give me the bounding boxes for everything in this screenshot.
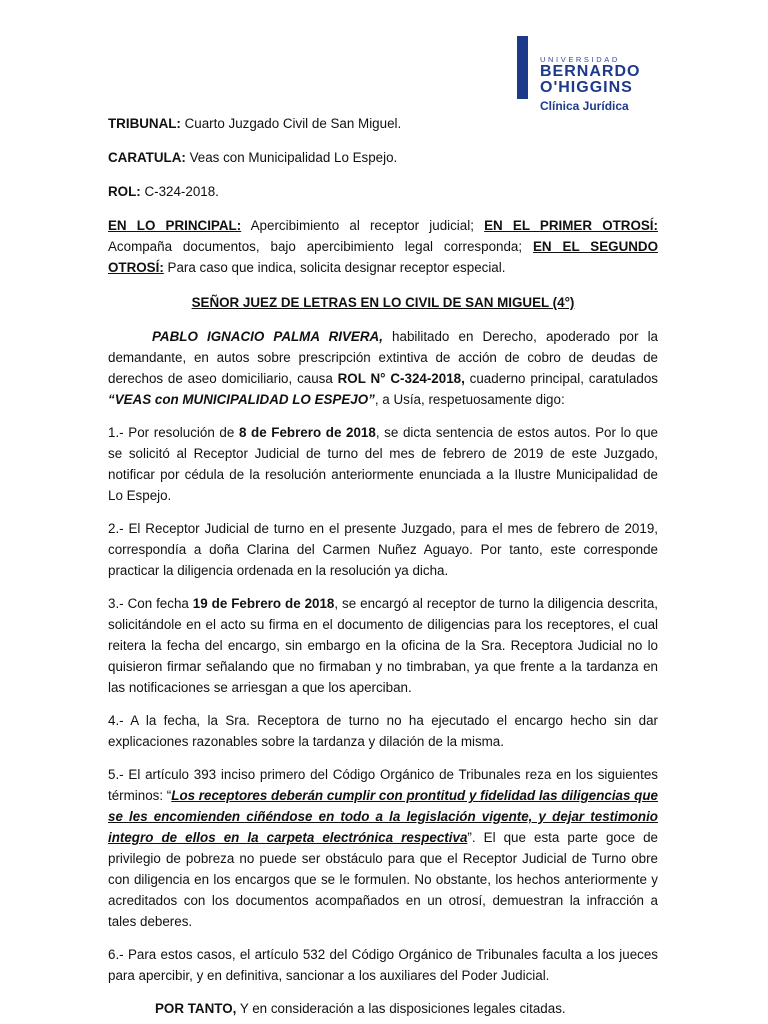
rol-value: C-324-2018. bbox=[140, 184, 219, 199]
logo-bernardo: BERNARDO bbox=[540, 63, 641, 80]
intro-text-2: cuaderno principal, caratulados bbox=[464, 371, 658, 386]
logo-university: UNIVERSIDAD bbox=[540, 55, 620, 64]
p5-legal-quote: Los receptores deberán cumplir con prontitud y fidelidad las diligencias que se les encomienden ciñéndose en todo a la legislación vigente, y dejar testimonio integro de ellos en la carpeta electrónica respectiva bbox=[108, 788, 658, 845]
intro-text-1: habilitado en Derecho, apoderado por la demandante, en autos sobre prescripción extintiva de acción de cobro de deudas de derechos de aseo domiciliario, causa bbox=[108, 329, 658, 386]
university-logo bbox=[517, 36, 662, 112]
closing-text: Y en consideración a las disposiciones legales citadas. bbox=[236, 1001, 566, 1016]
primer-otrosi-text: Acompaña documentos, bajo apercibimiento legal corresponda; bbox=[108, 239, 533, 254]
closing-label: POR TANTO, bbox=[155, 1001, 237, 1016]
p5-text-b: ”. El que esta parte goce de privilegio de pobreza no puede ser obstáculo para que el Receptor Judicial de Turno obre con diligencia en los encargos que se le formulen. No obstante, los hechos anteriormente y acreditados con los documentos acompañados en un otrosí, demuestran la infracción a tales deberes. bbox=[108, 830, 658, 929]
case-caratula: “VEAS con MUNICIPALIDAD LO ESPEJO” bbox=[108, 392, 375, 407]
caratula-line bbox=[108, 147, 658, 168]
primer-otrosi-label: EN EL PRIMER OTROSÍ: bbox=[484, 218, 658, 233]
tribunal-label: TRIBUNAL: bbox=[108, 116, 181, 131]
rol-label: ROL: bbox=[108, 184, 141, 199]
paragraph-6: 6.- Para estos casos, el artículo 532 del Código Orgánico de Tribunales faculta a los jueces para apercibir, y en definitiva, sancionar a los auxiliares del Poder Judicial. bbox=[108, 947, 658, 983]
intro-paragraph bbox=[108, 326, 658, 410]
p1-text-b: , se dicta sentencia de estos autos. Por lo que se solicitó al Receptor Judicial de turno del mes de febrero de 2019 de este Juzgado, notificar por cédula de la resolución anteriormente enunciada a la Ilustre Municipalidad de Lo Espejo. bbox=[108, 425, 658, 503]
segundo-otrosi-label: EN EL SEGUNDO OTROSÍ: bbox=[108, 239, 658, 275]
rol-line bbox=[108, 181, 658, 202]
court-heading: SEÑOR JUEZ DE LETRAS EN LO CIVIL DE SAN MIGUEL (4°) bbox=[191, 295, 575, 310]
paragraph-3 bbox=[108, 593, 658, 698]
logo-ohiggins: O'HIGGINS bbox=[540, 79, 633, 96]
summary-block bbox=[108, 215, 658, 278]
segundo-otrosi-text: Para caso que indica, solicita designar receptor especial. bbox=[163, 260, 506, 275]
tribunal-value: Cuarto Juzgado Civil de San Miguel. bbox=[180, 116, 402, 131]
p1-text-a: 1.- Por resolución de bbox=[108, 425, 239, 440]
intro-text-3: , a Usía, respetuosamente digo: bbox=[374, 392, 565, 407]
principal-text: Apercibimiento al receptor judicial; bbox=[241, 218, 485, 233]
p3-text-b: , se encargó al receptor de turno la diligencia descrita, solicitándole en el acto su firma en el documento de diligencias para los receptores, el cual reitera la fecha del encargo, sin embargo en la oficina de la Sra. Receptora Judicial no lo quisieron firmar señalando que no firmaban y no timbraban, ya que frente a la tardanza en las notificaciones se arriesgan a que los aperciban. bbox=[108, 596, 658, 695]
p5-text-a: 5.- El artículo 393 inciso primero del Código Orgánico de Tribunales reza en los siguientes términos: “ bbox=[108, 767, 658, 803]
legal-document bbox=[108, 113, 658, 1019]
p3-text-a: 3.- Con fecha bbox=[108, 596, 193, 611]
paragraph-5 bbox=[108, 764, 658, 932]
p1-date: 8 de Febrero de 2018 bbox=[238, 425, 376, 440]
logo-bar bbox=[517, 36, 528, 99]
tribunal-line bbox=[108, 113, 658, 134]
closing-paragraph bbox=[108, 998, 658, 1019]
paragraph-1 bbox=[108, 422, 658, 506]
caratula-label: CARATULA: bbox=[108, 150, 186, 165]
logo-clinica: Clínica Jurídica bbox=[540, 99, 629, 113]
attorney-name: PABLO IGNACIO PALMA RIVERA, bbox=[152, 329, 383, 344]
p3-date: 19 de Febrero de 2018 bbox=[192, 596, 335, 611]
caratula-value: Veas con Municipalidad Lo Espejo. bbox=[185, 150, 398, 165]
paragraph-2: 2.- El Receptor Judicial de turno en el presente Juzgado, para el mes de febrero de 2019, correspondía a doña Clarina del Carmen Nuñez Aguayo. Por tanto, este corresponde practicar la diligencia ordenada en la resolución ya dicha. bbox=[108, 521, 658, 578]
principal-label: EN LO PRINCIPAL: bbox=[108, 218, 242, 233]
case-rol: ROL N° C-324-2018, bbox=[337, 371, 465, 386]
paragraph-4: 4.- A la fecha, la Sra. Receptora de turno no ha ejecutado el encargo hecho sin dar explicaciones razonables sobre la tardanza y dilación de la misma. bbox=[108, 713, 658, 749]
